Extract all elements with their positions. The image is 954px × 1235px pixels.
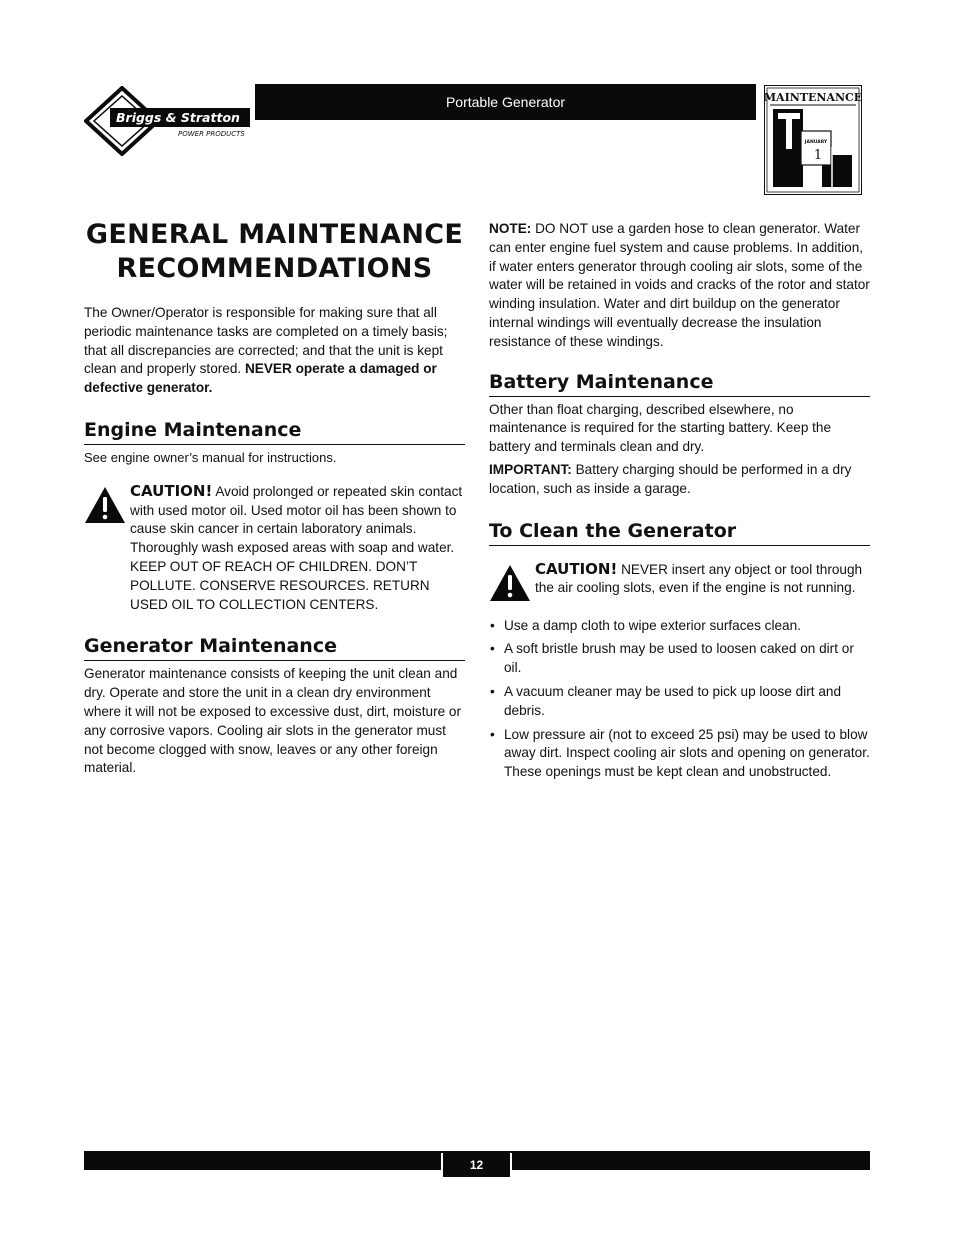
engine-caution-caps: KEEP OUT OF REACH OF CHILDREN. DON’T POLLUTE. CONSERVE RESOURCES. RETURN USED OIL TO COLLECTION CENTERS. <box>130 558 430 612</box>
header-title: Portable Generator <box>445 94 566 110</box>
engine-maintenance-heading: Engine Maintenance <box>84 418 465 445</box>
clean-generator-section <box>489 519 870 782</box>
clean-caution-label: CAUTION! <box>535 559 618 578</box>
cleaning-bullet-list <box>489 617 870 782</box>
warning-triangle-icon <box>489 560 535 607</box>
engine-caution-label: CAUTION! <box>130 481 213 500</box>
left-column <box>84 218 465 778</box>
list-item: • Low pressure air (not to exceed 25 psi) may be used to blow away dirt. Inspect cooling air slots and opening on generator. These openings must be kept clean and unobstructed. <box>490 726 870 780</box>
note-text: DO NOT use a garden hose to clean generator. Water can enter engine fuel system and cause problems. In addition, if water enters generator through cooling air slots, some of the water will be retained in voids and cracks of the rotor and stator winding insulation. Water and dirt buildup on the generator internal windings will eventually decrease the insulation resistance of these windings. <box>489 221 870 349</box>
intro-paragraph: The Owner/Operator is responsible for making sure that all periodic maintenance tasks are completed on a timely basis; that all discrepancies are corrected; and that the unit is kept clean and properly stored. NEVER operate a damaged or defective generator. <box>84 305 448 396</box>
battery-important-paragraph <box>489 461 870 499</box>
clean-caution-text: NEVER insert any object or tool through the air cooling slots, even if the engine is not running. <box>535 561 863 596</box>
badge-calendar-day: 1 <box>813 148 823 163</box>
engine-caution-text: Avoid prolonged or repeated skin contact with used motor oil. Used motor oil has been shown to cause skin cancer in certain laboratory animals. Thoroughly wash exposed areas with soap and water. <box>130 483 463 556</box>
brand-subtitle: POWER PRODUCTS <box>178 130 245 138</box>
right-column <box>489 220 870 787</box>
list-item: • Use a damp cloth to wipe exterior surfaces clean. <box>490 617 801 633</box>
battery-maintenance-heading: Battery Maintenance <box>489 370 870 397</box>
brand-logo <box>84 86 254 156</box>
clean-generator-heading: To Clean the Generator <box>489 519 870 546</box>
badge-calendar-month: JANUARY <box>804 140 828 145</box>
header-title-bar <box>255 84 756 120</box>
battery-maintenance-section <box>489 370 870 499</box>
generator-maintenance-heading: Generator Maintenance <box>84 634 465 661</box>
maintenance-badge <box>764 85 862 195</box>
battery-important-text: Battery charging should be performed in a dry location, such as inside a garage. <box>489 461 852 496</box>
generator-maintenance-text: Generator maintenance consists of keeping the unit clean and dry. Operate and store the unit in a clean dry environment where it will not be exposed to excessive dust, dirt, moisture or any corrosive vapors. Cooling air slots in the generator must not become clogged with snow, leaves or any other foreign material. <box>84 666 462 776</box>
badge-label: MAINTENANCE <box>764 91 862 104</box>
list-item: • A soft bristle brush may be used to loosen caked on dirt or oil. <box>490 641 854 676</box>
note-label: NOTE: <box>489 221 532 236</box>
engine-maintenance-section <box>84 418 465 614</box>
brand-name: Briggs & Stratton <box>116 110 240 125</box>
warning-triangle-icon <box>84 482 130 615</box>
battery-maintenance-text: Other than float charging, described elsewhere, no maintenance is required for the starting battery. Keep the battery and terminals clean and dry. <box>489 401 832 455</box>
page-title: GENERAL MAINTENANCE RECOMMENDATIONS <box>85 219 464 284</box>
note-paragraph <box>489 220 870 352</box>
engine-maintenance-text: See engine owner’s manual for instructions. <box>84 449 337 465</box>
page-number: 12 <box>441 1153 512 1177</box>
engine-caution-block <box>84 482 465 615</box>
clean-caution-block <box>489 560 870 607</box>
list-item: • A vacuum cleaner may be used to pick up loose dirt and debris. <box>490 683 842 718</box>
battery-important-label: IMPORTANT: <box>489 461 572 477</box>
generator-maintenance-section <box>84 634 465 778</box>
